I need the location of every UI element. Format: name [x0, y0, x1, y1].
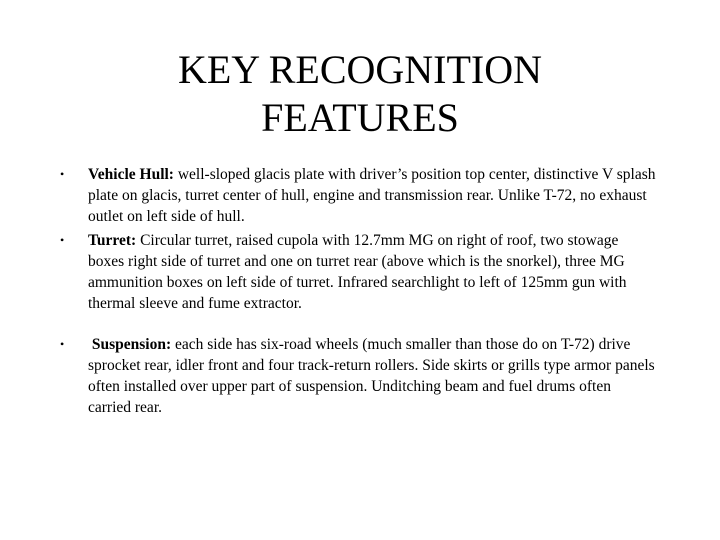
bullet-turret [56, 230, 656, 314]
bullet-heading: Turret: [88, 232, 137, 249]
bullet-vehicle-hull [56, 164, 656, 227]
bullet-text: each side has six-road wheels (much smaller than those do on T-72) drive sprocket rear, idler front and four track-return rollers. Side skirts or grills type armor panels often installed over upper part of suspension. Unditching beam and fuel drums often carried rear. [88, 336, 655, 416]
bullet-suspension [56, 334, 656, 418]
bullet-text: Circular turret, raised cupola with 12.7mm MG on right of roof, two stowage boxes right side of turret and one on turret rear (above which is the snorkel), three MG ammunition boxes on left side of turret. Infrared searchlight to left of 125mm gun with thermal sleeve and fume extractor. [88, 232, 627, 312]
title-line-2: FEATURES [261, 95, 459, 140]
bullet-dot-icon: • [60, 233, 65, 247]
bullet-heading: Vehicle Hull: [88, 166, 174, 183]
bullet-dot-icon: • [60, 337, 65, 351]
bullet-list [56, 164, 656, 418]
bullet-heading: Suspension: [91, 336, 172, 353]
title-line-1: KEY RECOGNITION [177, 47, 543, 92]
bullet-text: well-sloped glacis plate with driver’s position top center, distinctive V splash plate on glacis, turret center of hull, engine and transmission rear. Unlike T-72, no exhaust outlet on left side of hull. [88, 166, 656, 225]
slide-title [90, 46, 630, 142]
bullet-dot-icon: • [60, 167, 65, 181]
